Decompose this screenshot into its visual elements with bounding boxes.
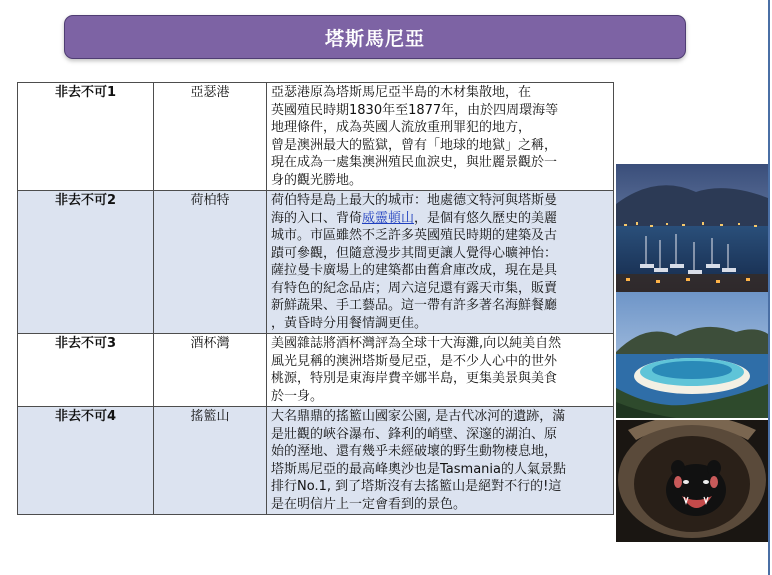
description-text: 海的入口、背倚 [271, 210, 363, 226]
description-line: 排行No.1, 到了塔斯沒有去搖籃山是絕對不行的!這 [271, 479, 562, 494]
table-row [18, 407, 614, 515]
description-line: 美國雜誌將酒杯灣評為全球十大海灘,向以純美自然 [271, 336, 562, 351]
description-line: 風光見稱的澳洲塔斯曼尼亞，是不少人心中的世外 [271, 353, 558, 369]
wineglass-bay-photo [616, 292, 768, 418]
description-line: 地理條件，成為英國人流放重刑罪犯的地方， [271, 120, 532, 135]
attractions-table [17, 82, 614, 515]
description-line: 英國殖民時期1830年至1877年，由於四周環海等 [271, 102, 559, 118]
description-line: 薩拉曼卡廣場上的建築都由舊倉庫改成，現在是具 [271, 263, 558, 278]
description-line: 桃源，特別是東海岸費辛娜半島，更集美景與美食 [271, 371, 558, 386]
description-line: 始的溼地、還有幾乎未經破壞的野生動物棲息地， [271, 444, 558, 459]
table-row [18, 83, 614, 191]
place-name: 酒杯灣 [154, 334, 267, 407]
description-line: 塔斯馬尼亞的最高峰奧沙也是Tasmania的人氣景點 [271, 461, 566, 477]
description-line: 荷伯特是島上最大的城市：地處德文特河與塔斯曼 [271, 193, 558, 208]
table-row [18, 334, 614, 407]
row-label: 非去不可3 [18, 334, 154, 407]
place-name: 搖籃山 [154, 407, 267, 515]
description-line: 蹟可參觀，但隨意漫步其間更讓人覺得心曠神怡： [271, 245, 558, 261]
harbor-city-photo [616, 164, 768, 292]
description-line: 身的觀光勝地。 [271, 172, 363, 188]
description [267, 407, 614, 515]
description-text: ，是個有悠久歷史的美麗 [414, 210, 558, 226]
row-label: 非去不可1 [18, 83, 154, 191]
row-label: 非去不可4 [18, 407, 154, 515]
description-line: 新鮮蔬果、手工藝品。這一帶有許多著名海鮮餐廳 [271, 298, 558, 313]
description-line: 是在明信片上一定會看到的景色。 [271, 496, 467, 512]
page-title: 塔斯馬尼亞 [324, 27, 425, 50]
description-line: 城市。市區雖然不乏許多英國殖民時期的建築及古 [271, 228, 558, 243]
row-label: 非去不可2 [18, 191, 154, 334]
table-row [18, 191, 614, 334]
description-line: 是壯觀的峽谷瀑布、鋒利的峭壁、深邃的湖泊、原 [271, 426, 558, 442]
place-name: 亞瑟港 [154, 83, 267, 191]
description-line: 曾是澳洲最大的監獄，曾有「地球的地獄」之稱， [271, 137, 558, 153]
description-line: 有特色的紀念品店；周六這兒還有露天市集，販賣 [271, 280, 558, 296]
right-edge-border [768, 0, 770, 575]
place-name: 荷柏特 [154, 191, 267, 334]
description-line: 亞瑟港原為塔斯馬尼亞半島的木材集散地，在 [271, 85, 532, 100]
description [267, 191, 614, 334]
tasmanian-devil-photo [616, 420, 768, 542]
description [267, 83, 614, 191]
title-banner [64, 15, 686, 59]
description-line [271, 210, 609, 228]
wellington-mountain-link[interactable]: 威靈頓山 [362, 210, 415, 226]
description-line: 現在成為一處集澳洲殖民血淚史，與壯麗景觀於一 [271, 155, 558, 170]
description-line: 於一身。 [271, 388, 324, 404]
description-line: ，黃昏時分用餐情調更佳。 [271, 315, 428, 331]
description-line: 大名鼎鼎的搖籃山國家公園, 是古代冰河的遺跡，滿 [271, 409, 566, 424]
description [267, 334, 614, 407]
